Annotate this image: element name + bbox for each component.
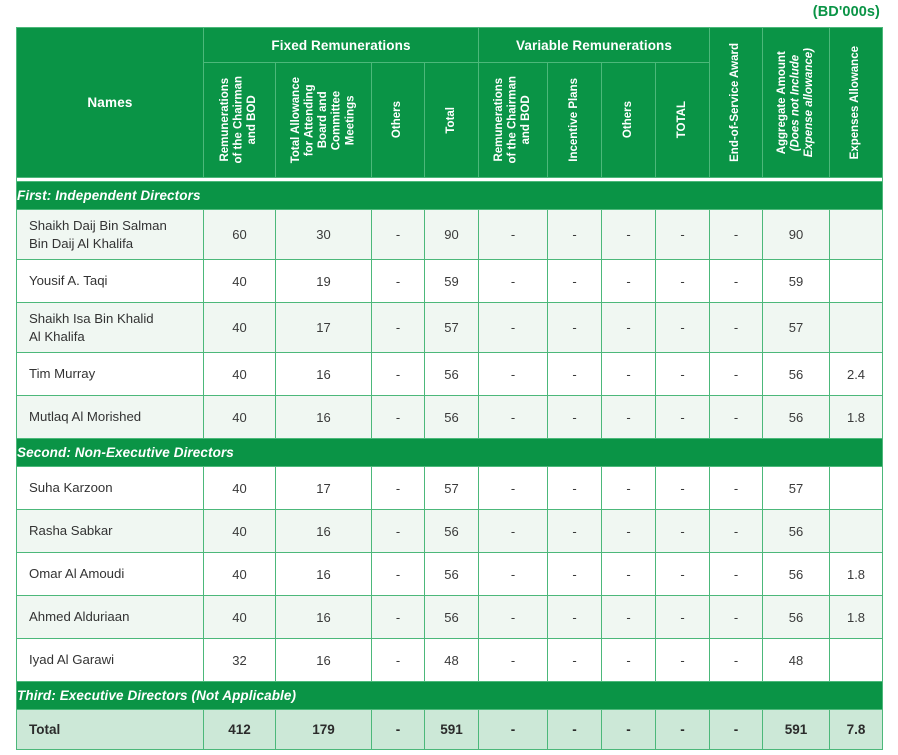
header-group-row (17, 28, 883, 63)
cell-fixed-others: - (372, 510, 425, 553)
section-title-first: First: Independent Directors (17, 182, 883, 210)
cell-fixed-total: 57 (425, 303, 479, 353)
fixed-rem-chairman-line-2: of the Chairman (232, 76, 245, 164)
cell-end-of-service: - (710, 510, 763, 553)
cell-expenses: 1.8 (830, 553, 883, 596)
cell-var-total: - (656, 353, 710, 396)
cell-aggregate: 57 (763, 467, 830, 510)
fixed-allowance-line-1: Total Allowance (289, 76, 302, 164)
var-rem-chairman-label (493, 76, 534, 164)
cell-expenses (830, 210, 883, 260)
cell-var-rem-chairman: - (479, 467, 548, 510)
cell-var-total: - (656, 639, 710, 682)
cell-var-incentive: - (548, 303, 602, 353)
cell-fixed-allowance: 16 (276, 396, 372, 439)
fixed-allowance-label (290, 77, 358, 163)
cell-end-of-service: - (710, 553, 763, 596)
cell-fixed-rem-chairman: 40 (204, 510, 276, 553)
cell-fixed-rem-chairman: 40 (204, 353, 276, 396)
cell-var-incentive: - (548, 467, 602, 510)
table-row[interactable] (17, 553, 883, 596)
var-rem-chairman-line-3: and BOD (519, 95, 532, 145)
aggregate-line-3: Expense allowance) (802, 47, 815, 158)
cell-fixed-rem-chairman: 40 (204, 303, 276, 353)
cell-fixed-allowance: 30 (276, 210, 372, 260)
cell-fixed-rem-chairman: 32 (204, 639, 276, 682)
col-header-fixed-total-allowance-meetings (276, 63, 372, 178)
cell-fixed-total: 56 (425, 510, 479, 553)
col-header-variable-total (656, 63, 710, 178)
cell-aggregate: 59 (763, 260, 830, 303)
cell-var-incentive: - (548, 353, 602, 396)
cell-fixed-others: - (372, 260, 425, 303)
incentive-plans-label: Incentive Plans (567, 78, 580, 162)
cell-var-rem-chairman: - (479, 353, 548, 396)
table-body (17, 178, 883, 750)
cell-var-rem-chairman: - (479, 396, 548, 439)
cell-var-total: - (656, 553, 710, 596)
cell-end-of-service: - (710, 396, 763, 439)
cell-expenses: 2.4 (830, 353, 883, 396)
table-row[interactable] (17, 639, 883, 682)
cell-expenses (830, 260, 883, 303)
cell-var-total: - (656, 596, 710, 639)
fixed-allowance-line-2: for Attending (303, 84, 316, 156)
cell-fixed-rem-chairman: 40 (204, 596, 276, 639)
cell-end-of-service: - (710, 210, 763, 260)
cell-fixed-total: 56 (425, 596, 479, 639)
cell-var-incentive: - (548, 596, 602, 639)
cell-var-rem-chairman: - (479, 639, 548, 682)
cell-var-others: - (602, 467, 656, 510)
cell-fixed-others: - (372, 303, 425, 353)
cell-fixed-others: - (372, 353, 425, 396)
total-aggregate: 591 (763, 710, 830, 750)
expenses-allowance-label: Expenses Allowance (849, 45, 862, 160)
cell-end-of-service: - (710, 639, 763, 682)
total-expenses: 7.8 (830, 710, 883, 750)
cell-fixed-rem-chairman: 60 (204, 210, 276, 260)
total-end-of-service: - (710, 710, 763, 750)
cell-expenses (830, 303, 883, 353)
cell-fixed-total: 56 (425, 396, 479, 439)
cell-var-total: - (656, 260, 710, 303)
table-row[interactable] (17, 510, 883, 553)
cell-fixed-others: - (372, 210, 425, 260)
col-header-aggregate-amount (763, 28, 830, 178)
row-name: Mutlaq Al Morished (17, 396, 204, 439)
cell-end-of-service: - (710, 596, 763, 639)
total-var-total: - (656, 710, 710, 750)
cell-aggregate: 90 (763, 210, 830, 260)
fixed-rem-chairman-label (219, 76, 260, 164)
col-header-incentive-plans (548, 63, 602, 178)
cell-var-total: - (656, 210, 710, 260)
var-rem-chairman-line-1: Remunerations (492, 78, 505, 162)
row-name: Suha Karzoon (17, 467, 204, 510)
cell-var-rem-chairman: - (479, 510, 548, 553)
row-name (17, 210, 204, 260)
fixed-rem-chairman-line-3: and BOD (246, 95, 259, 145)
cell-var-rem-chairman: - (479, 596, 548, 639)
cell-var-others: - (602, 303, 656, 353)
total-var-others: - (602, 710, 656, 750)
row-name-line-2: Al Khalifa (29, 328, 85, 344)
col-group-fixed-remunerations: Fixed Remunerations (204, 28, 479, 63)
cell-var-incentive: - (548, 553, 602, 596)
row-name (17, 303, 204, 353)
col-header-names: Names (17, 28, 204, 178)
cell-var-others: - (602, 353, 656, 396)
cell-fixed-total: 59 (425, 260, 479, 303)
cell-aggregate: 56 (763, 553, 830, 596)
cell-fixed-allowance: 16 (276, 353, 372, 396)
cell-fixed-allowance: 17 (276, 467, 372, 510)
cell-fixed-rem-chairman: 40 (204, 467, 276, 510)
row-name: Iyad Al Garawi (17, 639, 204, 682)
row-name: Ahmed Alduriaan (17, 596, 204, 639)
var-rem-chairman-line-2: of the Chairman (506, 76, 519, 164)
cell-var-others: - (602, 510, 656, 553)
cell-var-total: - (656, 396, 710, 439)
total-fixed-allowance: 179 (276, 710, 372, 750)
cell-var-total: - (656, 467, 710, 510)
cell-var-others: - (602, 639, 656, 682)
board-remuneration-table (16, 27, 883, 750)
table-row[interactable] (17, 303, 883, 353)
col-header-fixed-remunerations-chairman-bod (204, 63, 276, 178)
cell-fixed-others: - (372, 396, 425, 439)
cell-var-rem-chairman: - (479, 553, 548, 596)
section-title-third: Third: Executive Directors (Not Applicable) (17, 682, 883, 710)
var-others-label: Others (621, 101, 634, 139)
fixed-allowance-line-3: Board and (316, 91, 329, 149)
cell-aggregate: 56 (763, 353, 830, 396)
cell-var-others: - (602, 210, 656, 260)
cell-var-rem-chairman: - (479, 303, 548, 353)
table-row[interactable] (17, 353, 883, 396)
cell-var-incentive: - (548, 510, 602, 553)
cell-end-of-service: - (710, 260, 763, 303)
total-fixed-total: 591 (425, 710, 479, 750)
aggregate-line-1: Aggregate Amount (775, 50, 788, 155)
total-fixed-rem-chairman: 412 (204, 710, 276, 750)
fixed-rem-chairman-line-1: Remunerations (219, 78, 232, 162)
table-row[interactable] (17, 260, 883, 303)
cell-fixed-total: 90 (425, 210, 479, 260)
cell-expenses (830, 510, 883, 553)
row-name: Omar Al Amoudi (17, 553, 204, 596)
cell-var-total: - (656, 303, 710, 353)
cell-expenses (830, 467, 883, 510)
row-name-line-1: Shaikh Isa Bin Khalid (29, 310, 154, 326)
cell-end-of-service: - (710, 467, 763, 510)
cell-fixed-allowance: 16 (276, 553, 372, 596)
total-row (17, 710, 883, 750)
col-header-end-of-service-award (710, 28, 763, 178)
table-header (17, 28, 883, 178)
cell-aggregate: 56 (763, 596, 830, 639)
col-header-variable-remunerations-chairman-bod (479, 63, 548, 178)
cell-var-total: - (656, 510, 710, 553)
cell-fixed-allowance: 16 (276, 596, 372, 639)
cell-end-of-service: - (710, 303, 763, 353)
cell-expenses (830, 639, 883, 682)
cell-var-others: - (602, 596, 656, 639)
cell-fixed-total: 56 (425, 353, 479, 396)
cell-fixed-allowance: 17 (276, 303, 372, 353)
cell-fixed-rem-chairman: 40 (204, 396, 276, 439)
cell-aggregate: 48 (763, 639, 830, 682)
cell-end-of-service: - (710, 353, 763, 396)
fixed-others-label: Others (391, 101, 404, 139)
cell-fixed-total: 56 (425, 553, 479, 596)
cell-fixed-allowance: 16 (276, 510, 372, 553)
cell-var-rem-chairman: - (479, 260, 548, 303)
cell-var-incentive: - (548, 210, 602, 260)
row-name-line-2: Bin Daij Al Khalifa (29, 235, 134, 251)
table-row[interactable] (17, 467, 883, 510)
table-row[interactable] (17, 210, 883, 260)
cell-var-incentive: - (548, 396, 602, 439)
total-var-rem-chairman: - (479, 710, 548, 750)
aggregate-amount-label (776, 48, 817, 157)
cell-var-others: - (602, 553, 656, 596)
total-label: Total (17, 710, 204, 750)
var-total-label: TOTAL (675, 101, 688, 139)
cell-var-incentive: - (548, 639, 602, 682)
col-header-variable-others (602, 63, 656, 178)
row-name-line-1: Shaikh Daij Bin Salman (29, 217, 167, 233)
cell-fixed-others: - (372, 596, 425, 639)
cell-expenses: 1.8 (830, 396, 883, 439)
cell-var-rem-chairman: - (479, 210, 548, 260)
col-header-expenses-allowance (830, 28, 883, 178)
fixed-allowance-line-4: Committee (330, 90, 343, 150)
cell-fixed-others: - (372, 639, 425, 682)
row-name: Rasha Sabkar (17, 510, 204, 553)
cell-var-others: - (602, 260, 656, 303)
cell-aggregate: 56 (763, 510, 830, 553)
row-name: Tim Murray (17, 353, 204, 396)
col-group-variable-remunerations: Variable Remunerations (479, 28, 710, 63)
table-row[interactable] (17, 596, 883, 639)
cell-var-others: - (602, 396, 656, 439)
aggregate-line-2: (Does not Include (789, 54, 802, 151)
units-label: (BD'000s) (812, 4, 880, 20)
col-header-fixed-others (372, 63, 425, 178)
cell-fixed-allowance: 16 (276, 639, 372, 682)
fixed-allowance-line-5: Meetings (343, 95, 356, 145)
section-header-row-first (17, 182, 883, 210)
section-title-second: Second: Non-Executive Directors (17, 439, 883, 467)
cell-var-incentive: - (548, 260, 602, 303)
cell-fixed-total: 57 (425, 467, 479, 510)
cell-fixed-others: - (372, 467, 425, 510)
cell-aggregate: 57 (763, 303, 830, 353)
table-row[interactable] (17, 396, 883, 439)
cell-aggregate: 56 (763, 396, 830, 439)
cell-expenses: 1.8 (830, 596, 883, 639)
end-of-service-award-label: End-of-Service Award (729, 43, 742, 162)
total-var-incentive: - (548, 710, 602, 750)
cell-fixed-total: 48 (425, 639, 479, 682)
total-fixed-others: - (372, 710, 425, 750)
cell-fixed-rem-chairman: 40 (204, 260, 276, 303)
cell-fixed-allowance: 19 (276, 260, 372, 303)
fixed-total-label: Total (444, 106, 457, 134)
row-name: Yousif A. Taqi (17, 260, 204, 303)
section-header-row-third (17, 682, 883, 710)
col-header-fixed-total (425, 63, 479, 178)
section-header-row-second (17, 439, 883, 467)
cell-fixed-others: - (372, 553, 425, 596)
cell-fixed-rem-chairman: 40 (204, 553, 276, 596)
